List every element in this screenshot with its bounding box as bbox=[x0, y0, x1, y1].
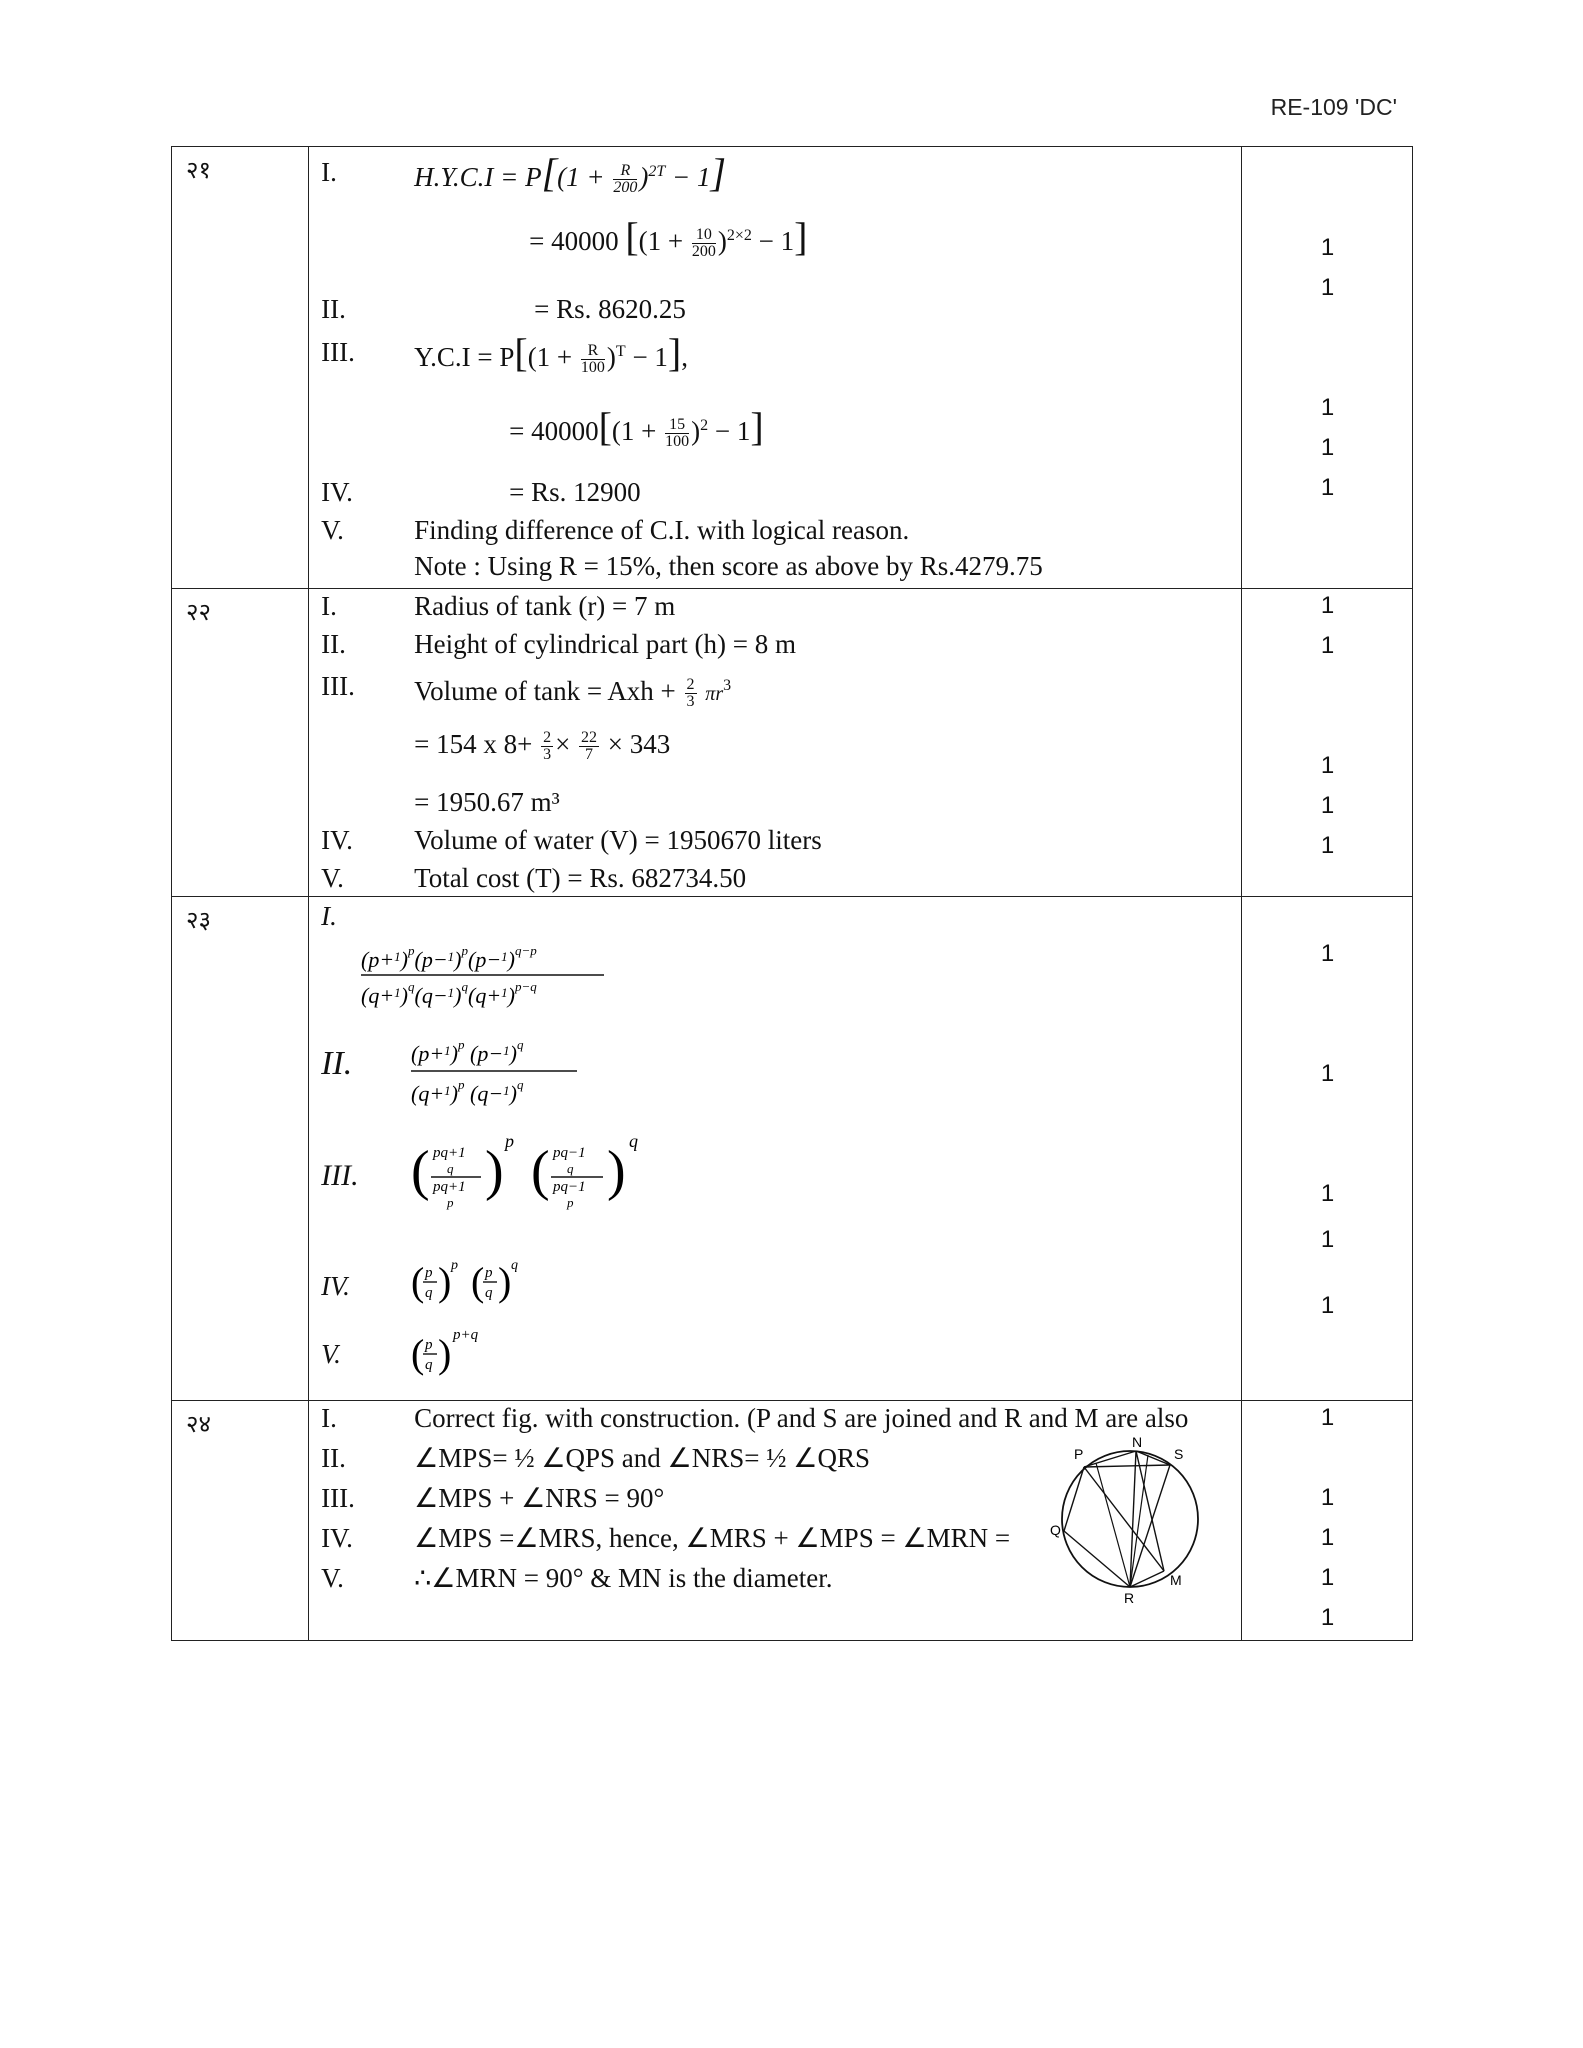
svg-text:(q+1)q(q−1)q(q+1)p−q: $(q+^1)^q(q-^1)^q(q+^1)^{p-q}$ bbox=[361, 979, 537, 1008]
marks-cell: 1 1 1 1 1 bbox=[1241, 1401, 1412, 1641]
svg-text:q: q bbox=[511, 1258, 519, 1273]
fraction-expression bbox=[359, 935, 679, 1015]
marks-cell: 1 1 1 1 1 bbox=[1241, 147, 1412, 589]
solution-cell: I. $(p+^1)^p(p-^1)^p(p-^1)^{q-p}$ $(q+^1)^q(q-^1)^q(q+^1)^{p-q}$ II. $(p+^1)^p$ $(p-^1)^q$ $(q+^1)^p$ $(q-^1)^q$ III. ( pq+1 q pq+1 p ) p ( pq−1 q pq−1 p ) q IV. ( p q ) p ( p q ) q V. ( p q ) p+q bbox=[309, 897, 1241, 1401]
yci-substitution: = 40000[(1 + $\frac{15}{100}$ )$^2$ − 1] bbox=[509, 404, 764, 451]
svg-text:(p+1)p(p−1)p(p−1)q−p: $(p+^1)^p(p-^1)^p(p-^1)^{q-p}$ bbox=[361, 943, 537, 972]
solution-cell: I. H.Y.C.I = P[(1 + $\frac{R}{200}$ )$^{2T}$ − 1] = 40000 [(1 + $\frac{10}{200}$ )$^{2\times 2}$ − 1] II. = Rs. 8620.25 III. Y.C.I = P[(1 + $\frac{R}{100}$ )$^T$ − 1], = 40000[(1 + $\frac{15}{100}$ )$^2$ − 1] IV. = Rs. 12900 V. Finding difference of C.I. with logical reason. Note : Using R = 15%, then score as above by Rs.4279.75 bbox=[309, 147, 1241, 589]
tank-volume-formula: Volume of tank = Axh + $\frac{2}{3}$ $\pi r^3$ bbox=[414, 676, 732, 711]
hyci-formula: H.Y.C.I = P[(1 + $\frac{R}{200}$ )$^{2T}$ − 1] bbox=[414, 150, 727, 197]
circle-diagram bbox=[1044, 1435, 1204, 1605]
svg-text:q: q bbox=[447, 1161, 454, 1176]
svg-text:): ) bbox=[607, 1140, 626, 1202]
svg-text:q: q bbox=[485, 1285, 493, 1301]
nested-fraction-expression bbox=[409, 1129, 669, 1229]
step-2-expression bbox=[409, 1027, 609, 1122]
step-3-expression bbox=[409, 1129, 669, 1234]
circle-construction-figure bbox=[1044, 1435, 1204, 1610]
solution-cell: I. Radius of tank (r) = 7 m II. Height of cylindrical part (h) = 8 m III. Volume of tank = Axh + $\frac{2}{3}$ $\pi r^3$ = 154 x 8+ $\frac{2}{3}$ × $\frac{22}{7}$ × 343 = 1950.67 m³ IV. Volume of water (V) = 1950670 liters V. Total cost (T) = Rs. 682734.50 bbox=[309, 589, 1241, 897]
svg-text:p: p bbox=[425, 1337, 433, 1353]
marks-cell: 1 1 1 1 1 bbox=[1241, 589, 1412, 897]
question-row-23 bbox=[172, 897, 1413, 1401]
svg-text:p: p bbox=[567, 1195, 574, 1210]
svg-text:pq+1: pq+1 bbox=[433, 1145, 466, 1161]
question-row-22 bbox=[172, 589, 1413, 897]
svg-text:(: ( bbox=[411, 1140, 430, 1202]
point-label-n: N bbox=[1132, 1435, 1143, 1450]
svg-text:pq−1: pq−1 bbox=[553, 1145, 586, 1161]
step-4-expression bbox=[409, 1253, 549, 1318]
svg-text:(: ( bbox=[471, 1259, 485, 1304]
point-label-r: R bbox=[1124, 1590, 1135, 1605]
svg-text:p: p bbox=[505, 1131, 515, 1151]
svg-text:pq−1: pq−1 bbox=[553, 1179, 586, 1195]
svg-text:): ) bbox=[438, 1331, 452, 1376]
svg-text:(: ( bbox=[531, 1140, 550, 1202]
step-5-expression bbox=[409, 1321, 529, 1390]
question-row-24 bbox=[172, 1401, 1413, 1641]
svg-text:p: p bbox=[451, 1258, 459, 1273]
svg-text:p: p bbox=[485, 1265, 493, 1281]
svg-text:q: q bbox=[567, 1161, 574, 1176]
svg-text:pq+1: pq+1 bbox=[433, 1179, 466, 1195]
power-expression bbox=[409, 1253, 549, 1313]
point-label-m: M bbox=[1170, 1572, 1182, 1588]
solution-cell: I. Correct fig. with construction. (P and S are joined and R and M are also II. ∠MPS= ½ ∠QPS and ∠NRS= ½ ∠QRS III. ∠MPS + ∠NRS = 90° IV. ∠MPS =∠MRS, hence, ∠MRS + ∠MPS = ∠MRN = V. ∴∠MRN = 90° & MN is the diameter. P N S Q R M bbox=[309, 1401, 1241, 1641]
point-label-s: S bbox=[1174, 1446, 1184, 1462]
svg-text:(: ( bbox=[411, 1331, 425, 1376]
question-number: २२ bbox=[172, 589, 309, 897]
marking-scheme-table bbox=[171, 146, 1413, 1641]
question-row-21 bbox=[172, 147, 1413, 589]
svg-text:): ) bbox=[485, 1140, 504, 1202]
step-1-expression bbox=[359, 935, 679, 1020]
question-number: २१ bbox=[172, 147, 309, 589]
svg-text:): ) bbox=[498, 1259, 512, 1304]
question-number: २३ bbox=[172, 897, 309, 1401]
svg-text:q: q bbox=[425, 1285, 433, 1301]
svg-text:p+q: p+q bbox=[453, 1327, 479, 1343]
svg-text:(q+1)p (q−1)q: $(q+^1)^p$ $(q-^1)^q$ bbox=[411, 1077, 524, 1106]
svg-text:): ) bbox=[438, 1259, 452, 1304]
point-label-p: P bbox=[1074, 1446, 1084, 1462]
tank-volume-substitution: = 154 x 8+ $\frac{2}{3}$ × $\frac{22}{7}$ × 343 bbox=[414, 729, 671, 764]
power-expression bbox=[409, 1321, 529, 1385]
marks-cell: 1 1 1 1 1 bbox=[1241, 897, 1412, 1401]
svg-text:p: p bbox=[447, 1195, 454, 1210]
svg-text:p: p bbox=[425, 1265, 433, 1281]
svg-text:(: ( bbox=[411, 1259, 425, 1304]
svg-text:q: q bbox=[629, 1131, 639, 1151]
svg-text:q: q bbox=[425, 1357, 433, 1373]
yci-formula: Y.C.I = P[(1 + $\frac{R}{100}$ )$^T$ − 1], bbox=[414, 330, 688, 377]
svg-text:(p+1)p (p−1)q: $(p+^1)^p$ $(p-^1)^q$ bbox=[411, 1037, 524, 1066]
hyci-substitution: = 40000 [(1 + $\frac{10}{200}$ )$^{2\times 2}$ − 1] bbox=[529, 214, 808, 261]
point-label-q: Q bbox=[1050, 1522, 1061, 1538]
fraction-expression bbox=[409, 1027, 609, 1117]
document-code: RE-109 'DC' bbox=[1270, 94, 1397, 120]
question-number: २४ bbox=[172, 1401, 309, 1641]
